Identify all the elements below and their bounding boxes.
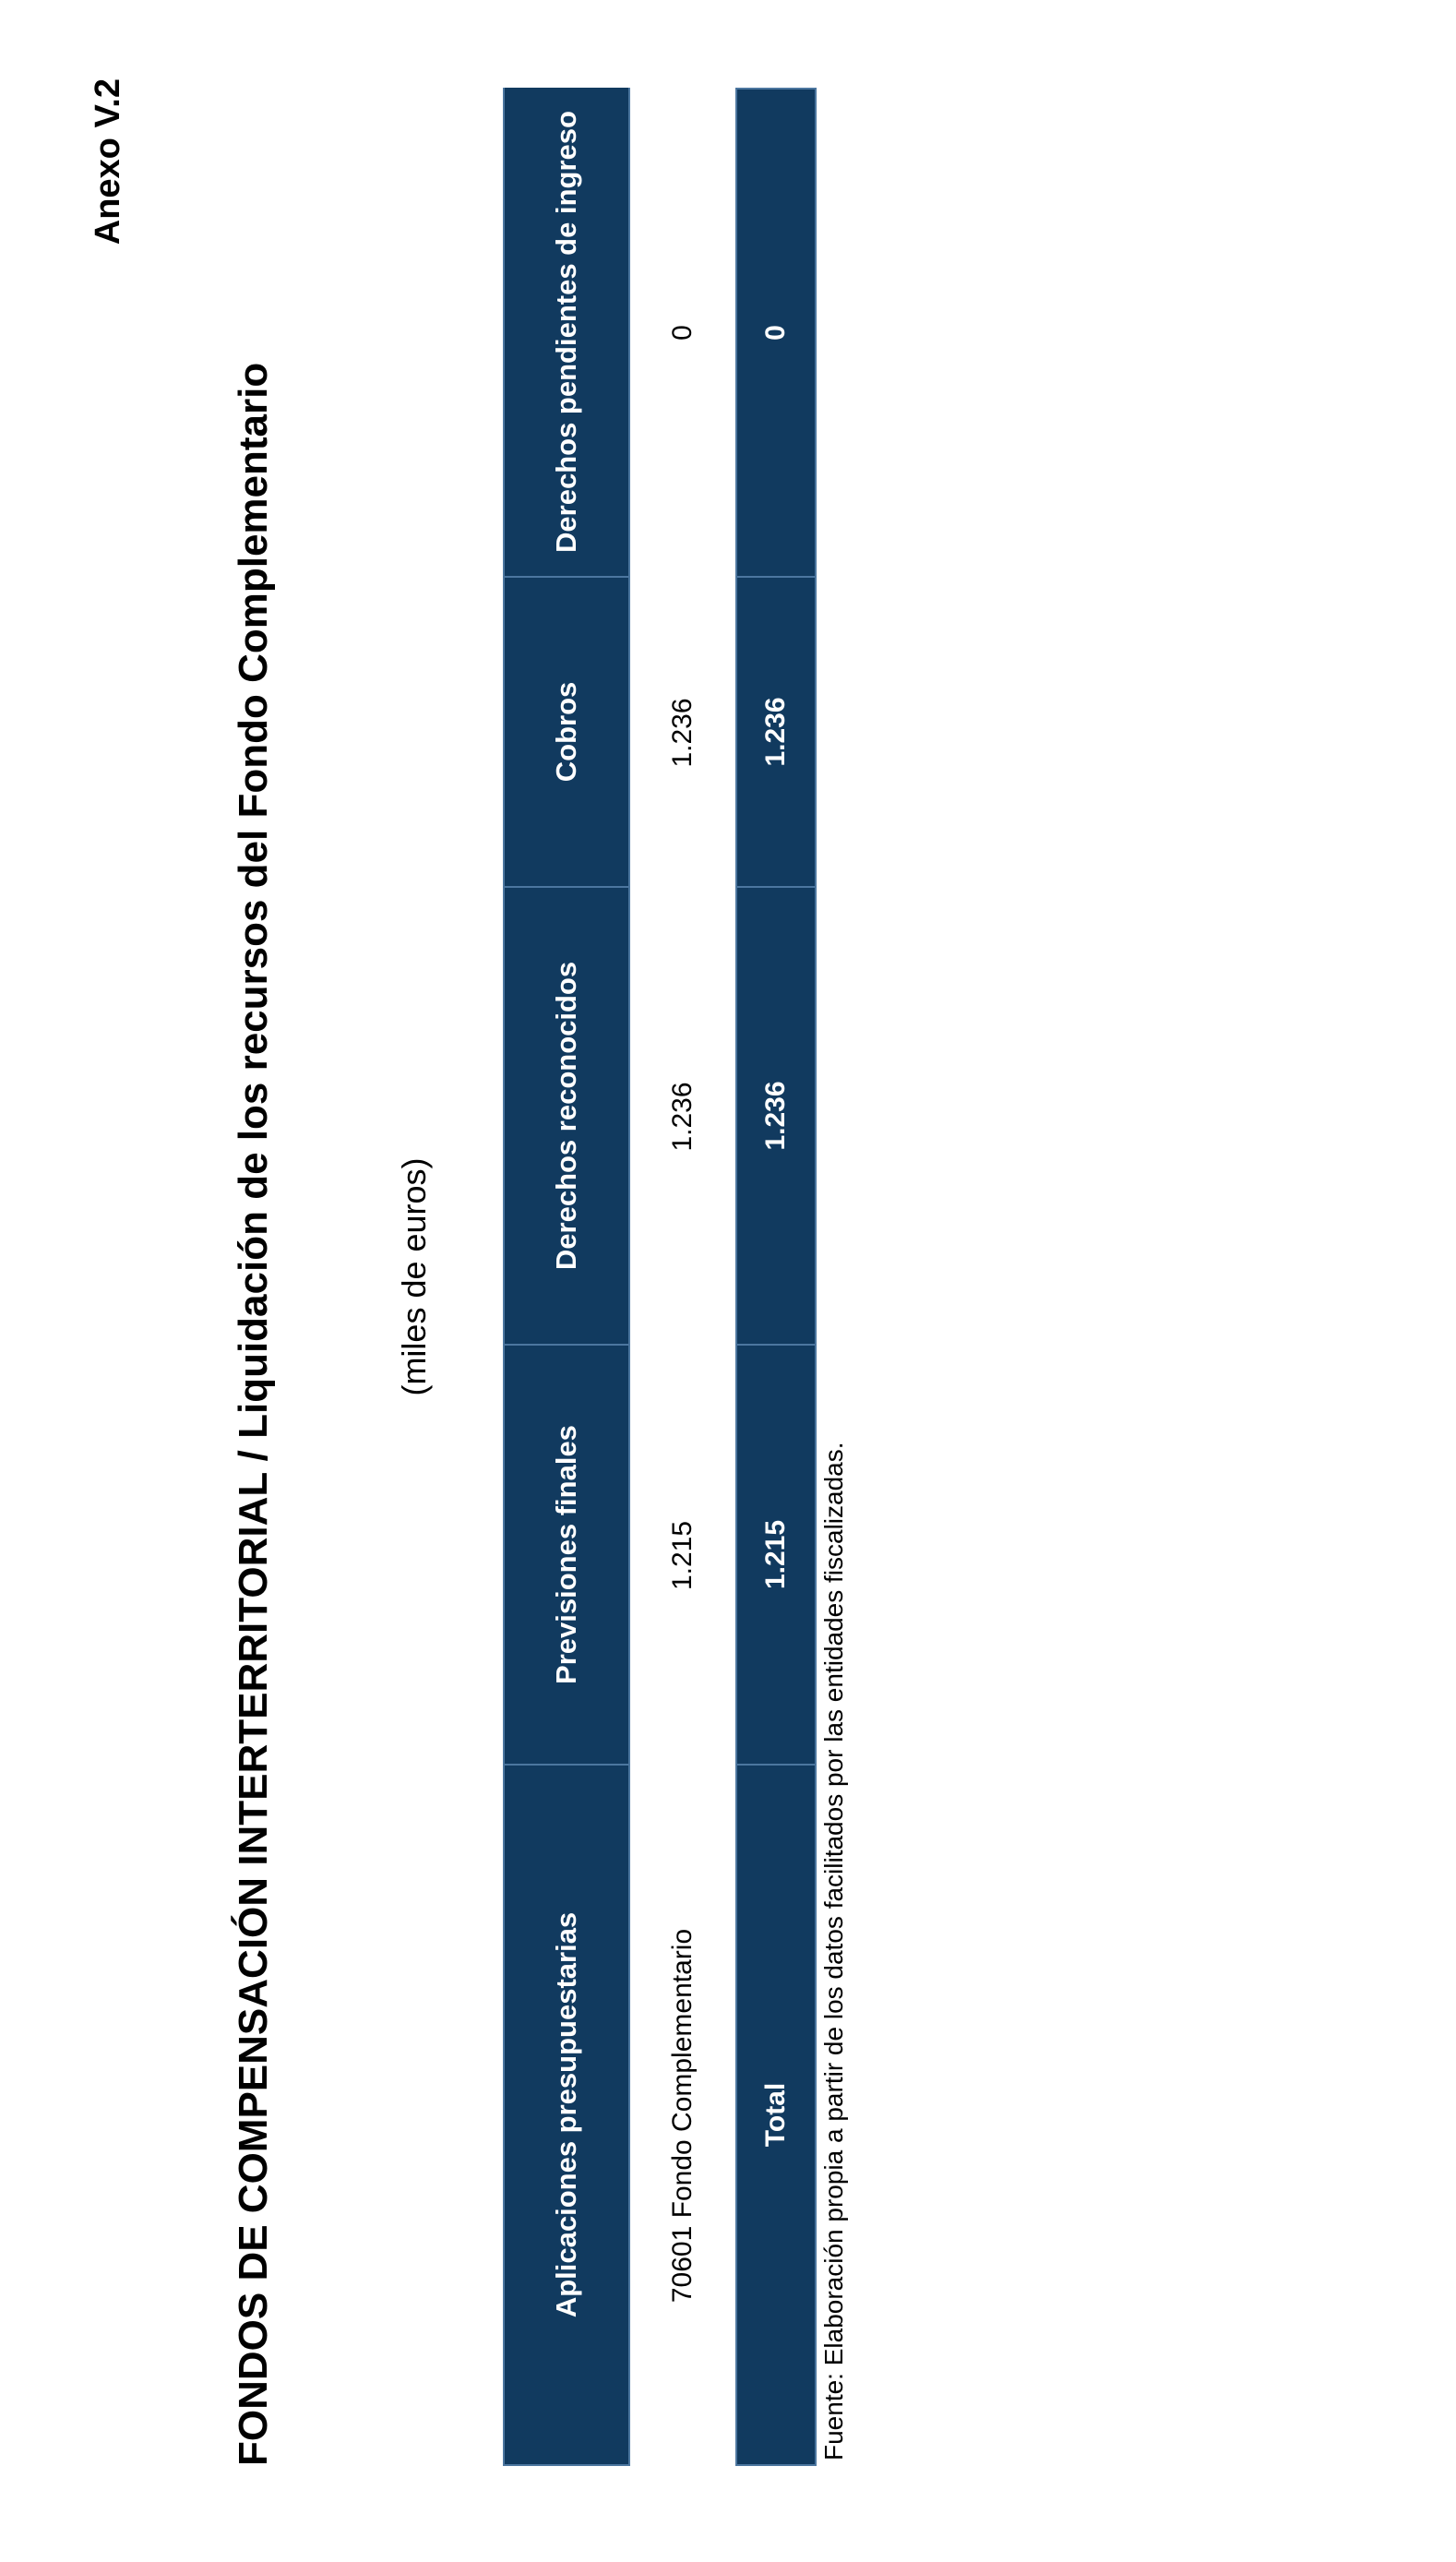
column-header-derechos-reconocidos: Derechos reconocidos bbox=[503, 888, 630, 1346]
total-row-label: Total bbox=[735, 1766, 817, 2466]
table-row-label: 70601 Fondo Complementario bbox=[630, 1766, 735, 2466]
column-header-cobros: Cobros bbox=[503, 578, 630, 888]
total-derechos-reconocidos-value: 1.236 bbox=[735, 888, 817, 1346]
column-header-aplicaciones: Aplicaciones presupuestarias bbox=[503, 1766, 630, 2466]
table-row-derechos-pendientes-value: 0 bbox=[630, 88, 735, 578]
table-row-cobros-value: 1.236 bbox=[630, 578, 735, 888]
units-note: (miles de euros) bbox=[395, 1157, 433, 1396]
table bbox=[503, 88, 817, 2466]
table-row-derechos-reconocidos-value: 1.236 bbox=[630, 888, 735, 1346]
column-header-previsiones: Previsiones finales bbox=[503, 1346, 630, 1766]
total-previsiones-value: 1.215 bbox=[735, 1346, 817, 1766]
total-cobros-value: 1.236 bbox=[735, 578, 817, 888]
annex-label: Anexo V.2 bbox=[89, 78, 127, 245]
table-row-previsiones-value: 1.215 bbox=[630, 1346, 735, 1766]
column-header-derechos-pendientes: Derechos pendientes de ingreso bbox=[503, 88, 630, 578]
page-title: FONDOS DE COMPENSACIÓN INTERTERRITORIAL / Liquidación de los recursos del Fondo Complementario bbox=[231, 362, 276, 2466]
source-note: Fuente: Elaboración propia a partir de los datos facilitados por las entidades fiscalizadas. bbox=[819, 1442, 848, 2460]
total-derechos-pendientes-value: 0 bbox=[735, 88, 817, 578]
